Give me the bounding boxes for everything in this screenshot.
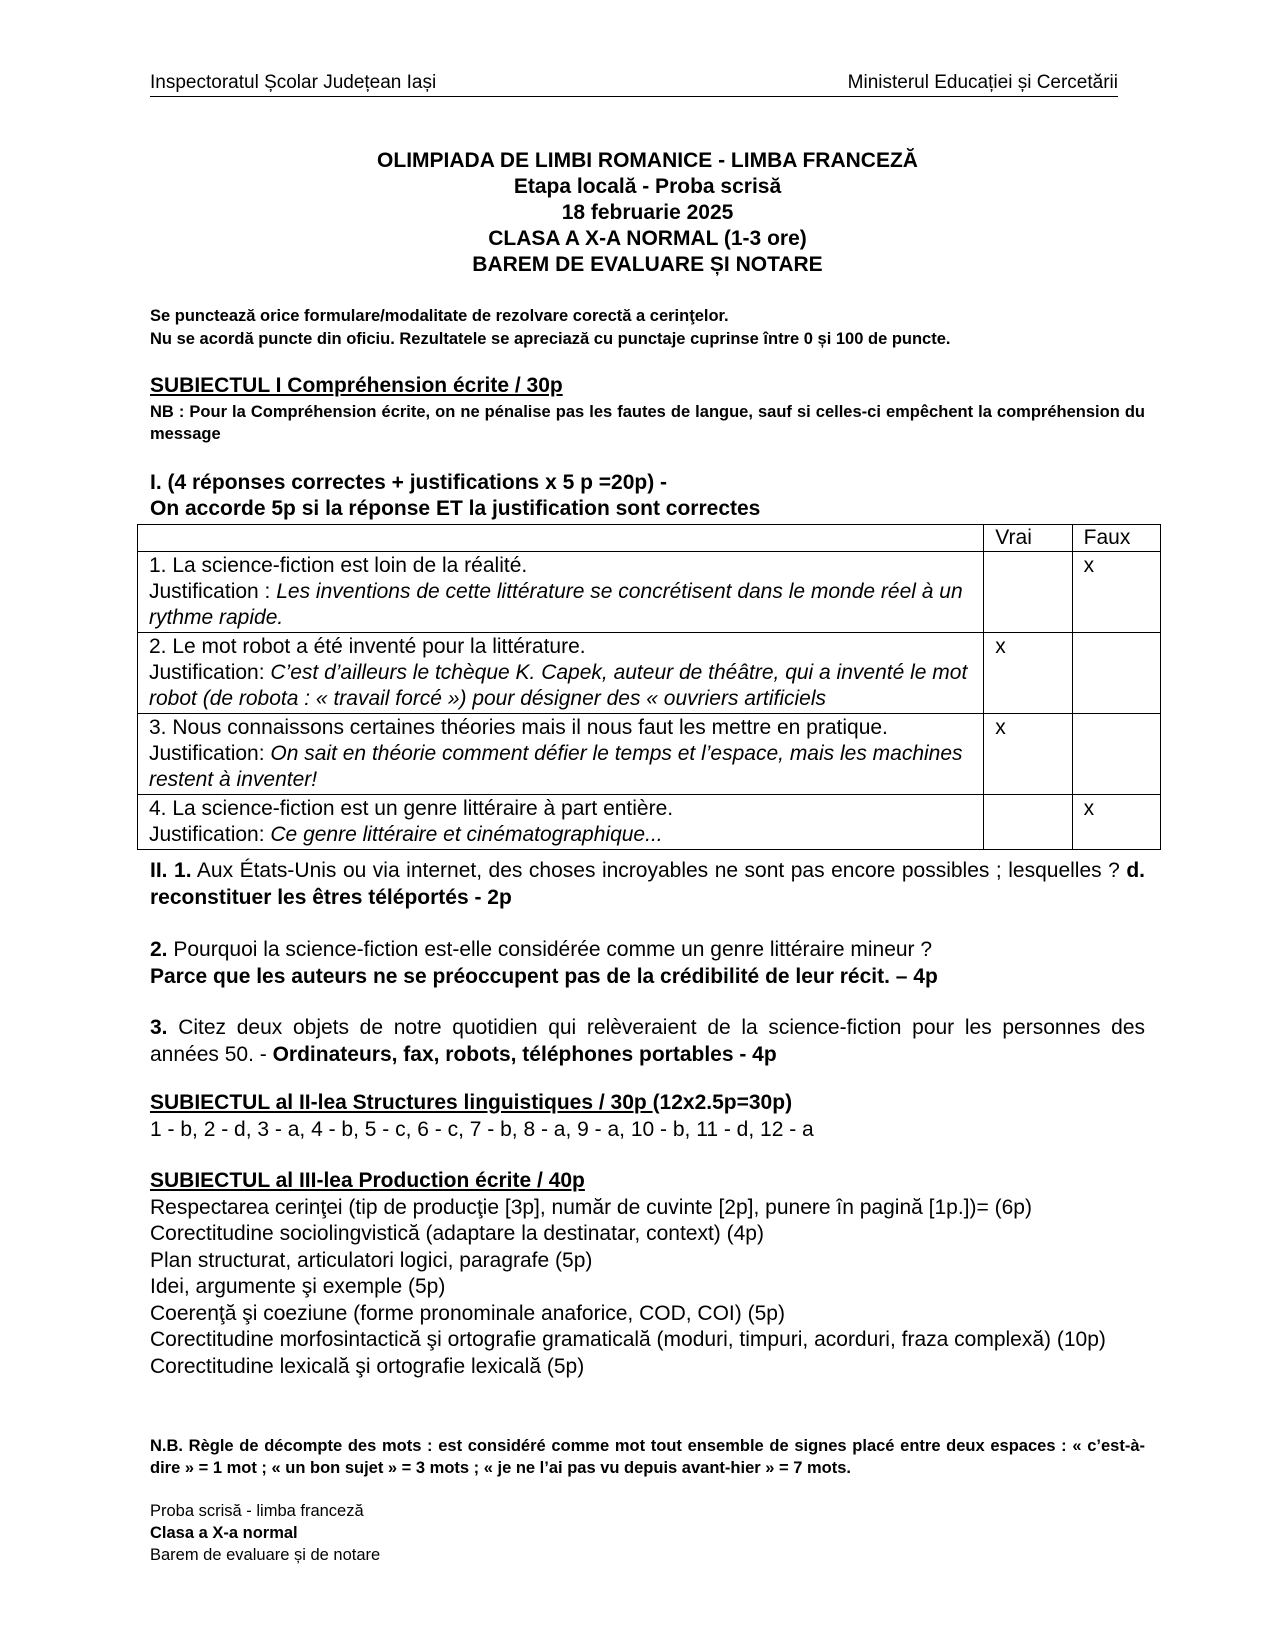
faux-cell bbox=[1072, 633, 1160, 714]
footer-line-3: Barem de evaluare și de notare bbox=[150, 1546, 381, 1564]
justification-label: Justification: bbox=[149, 742, 271, 765]
table-row bbox=[138, 552, 1161, 633]
header-left: Inspectoratul Școlar Județean Iași bbox=[150, 72, 437, 93]
title-line-5: BAREM DE EVALUARE ȘI NOTARE bbox=[472, 253, 823, 276]
note-line-1: Se punctează orice formulare/modalitate de rezolvare corectă a cerinţelor. bbox=[150, 307, 729, 325]
faux-cell: x bbox=[1072, 552, 1160, 633]
table-header-vrai: Vrai bbox=[984, 525, 1072, 552]
general-notes bbox=[150, 305, 1145, 351]
justification-text bbox=[149, 741, 977, 793]
justification-text bbox=[149, 579, 977, 631]
justification-quote: Les inventions de cette littérature se concrétisent dans le monde réel à un rythme rapide. bbox=[149, 580, 963, 629]
subject2-title: SUBIECTUL al II-lea Structures linguistiques / 30p bbox=[150, 1091, 653, 1114]
question-answer: Parce que les auteurs ne se préoccupent pas de la crédibilité de leur récit. – 4p bbox=[150, 964, 938, 988]
statement-cell bbox=[138, 714, 984, 795]
title-line-3: 18 februarie 2025 bbox=[561, 201, 734, 224]
question-number: 3. bbox=[150, 1016, 168, 1039]
question-answer: Ordinateurs, fax, robots, téléphones portables - 4p bbox=[272, 1042, 777, 1066]
title-line-2: Etapa locală - Proba scrisă bbox=[513, 175, 782, 198]
criterion-item: Coerenţă şi coeziune (forme pronominale anaforice, COD, COI) (5p) bbox=[150, 1301, 785, 1325]
question-2-3 bbox=[150, 1015, 1145, 1068]
footer-line-1: Proba scrisă - limba franceză bbox=[150, 1502, 364, 1520]
statement-cell bbox=[138, 552, 984, 633]
criterion-item: Corectitudine sociolingvistică (adaptare la destinatar, context) (4p) bbox=[150, 1222, 764, 1245]
criterion-item: Corectitudine lexicală şi ortografie lexicală (5p) bbox=[150, 1354, 585, 1378]
justification-text bbox=[149, 660, 977, 712]
criterion-item: Plan structurat, articulatori logici, paragrafe (5p) bbox=[150, 1248, 593, 1272]
criterion-item: Corectitudine morfosintactică şi ortografie gramaticală (moduri, timpuri, acorduri, fraza complexă) (10p) bbox=[150, 1328, 1106, 1351]
vrai-cell bbox=[984, 795, 1072, 850]
table-row bbox=[138, 795, 1161, 850]
page-header bbox=[150, 72, 1118, 97]
subject2-answers: 1 - b, 2 - d, 3 - a, 4 - b, 5 - c, 6 - c, 7 - b, 8 - a, 9 - a, 10 - b, 11 - d, 12 - a bbox=[150, 1117, 814, 1141]
table-header-faux: Faux bbox=[1072, 525, 1160, 552]
table-header-empty bbox=[138, 525, 984, 552]
true-false-table bbox=[137, 524, 1161, 850]
justification-quote: Ce genre littéraire et cinématographique... bbox=[270, 823, 663, 846]
criterion-item: Respectarea cerinţei (tip de producţie [3p], număr de cuvinte [2p], punere în pagină [1p.])= (6p) bbox=[150, 1195, 1032, 1219]
note-line-2: Nu se acordă puncte din oficiu. Rezultatele se apreciază cu punctaje cuprinse între 0 și 100 de puncte. bbox=[150, 330, 951, 348]
question-number: II. 1. bbox=[150, 859, 192, 882]
question-answer: d. reconstituer les êtres téléportés - 2p bbox=[150, 859, 1145, 909]
statement-cell bbox=[138, 795, 984, 850]
statement-cell bbox=[138, 633, 984, 714]
statement-text: 3. Nous connaissons certaines théories mais il nous faut les mettre en pratique. bbox=[149, 716, 888, 739]
justification-label: Justification: bbox=[149, 661, 271, 684]
question-number: 2. bbox=[150, 938, 168, 961]
question-text: Pourquoi la science-fiction est-elle considérée comme un genre littéraire mineur ? bbox=[167, 938, 933, 961]
faux-cell bbox=[1072, 714, 1160, 795]
justification-quote: On sait en théorie comment défier le temps et l’espace, mais les machines restent à inventer! bbox=[149, 742, 963, 791]
subject2-title-extra: (12x2.5p=30p) bbox=[652, 1091, 793, 1114]
table-header-row bbox=[138, 525, 1161, 552]
question1-title-line1: I. (4 réponses correctes + justifications x 5 p =20p) - bbox=[150, 471, 668, 494]
question1-title-line2: On accorde 5p si la réponse ET la justification sont correctes bbox=[150, 497, 761, 520]
question-2-2 bbox=[150, 937, 1145, 990]
faux-cell: x bbox=[1072, 795, 1160, 850]
subject1-title: SUBIECTUL I Compréhension écrite / 30p bbox=[150, 374, 563, 397]
vrai-cell: x bbox=[984, 714, 1072, 795]
vrai-cell bbox=[984, 552, 1072, 633]
question-2-1 bbox=[150, 858, 1145, 911]
question1-title bbox=[150, 470, 1145, 522]
title-line-1: OLIMPIADA DE LIMBI ROMANICE - LIMBA FRANCEZĂ bbox=[377, 149, 918, 172]
word-count-note: N.B. Règle de décompte des mots : est considéré comme mot tout ensemble de signes placé entre deux espaces : « c’est-à-dire » = 1 mot ; « un bon sujet » = 3 mots ; « je ne l’ai pas vu depuis avant-hier » = 7 mots. bbox=[150, 1437, 1145, 1477]
statement-text: 2. Le mot robot a été inventé pour la littérature. bbox=[149, 635, 586, 658]
criterion-item: Idei, argumente şi exemple (5p) bbox=[150, 1275, 446, 1298]
subject1-heading bbox=[150, 373, 1145, 399]
subject2-section bbox=[150, 1090, 1145, 1143]
header-right: Ministerul Educației și Cercetării bbox=[847, 72, 1118, 93]
document-title bbox=[150, 148, 1145, 278]
statement-text: 4. La science-fiction est un genre littéraire à part entière. bbox=[149, 797, 674, 820]
question-text: Citez deux objets de notre quotidien qui relèveraient de la science-fiction pour les personnes des années 50. - bbox=[150, 1016, 1145, 1066]
vrai-cell: x bbox=[984, 633, 1072, 714]
justification-quote: C’est d’ailleurs le tchèque K. Capek, auteur de théâtre, qui a inventé le mot robot (de robota : « travail forcé ») pour désigner des « ouvriers artificiels bbox=[149, 661, 968, 710]
table-row bbox=[138, 714, 1161, 795]
subject3-title: SUBIECTUL al III-lea Production écrite / 40p bbox=[150, 1169, 585, 1192]
subject3-section bbox=[150, 1168, 1145, 1380]
subject1-nb: NB : Pour la Compréhension écrite, on ne pénalise pas les fautes de langue, sauf si celles-ci empêchent la compréhension du message bbox=[150, 403, 1145, 443]
title-line-4: CLASA A X-A NORMAL (1-3 ore) bbox=[488, 227, 807, 250]
subject2-heading bbox=[150, 1090, 1145, 1117]
statement-text: 1. La science-fiction est loin de la réalité. bbox=[149, 554, 528, 577]
footer-line-2: Clasa a X-a normal bbox=[150, 1524, 298, 1542]
justification-text bbox=[149, 822, 977, 848]
justification-label: Justification : bbox=[149, 580, 277, 603]
page-footer bbox=[150, 1500, 380, 1566]
question-text: Aux États-Unis ou via internet, des choses incroyables ne sont pas encore possibles ; lesquelles ? bbox=[191, 859, 1127, 882]
table-row bbox=[138, 633, 1161, 714]
justification-label: Justification: bbox=[149, 823, 271, 846]
